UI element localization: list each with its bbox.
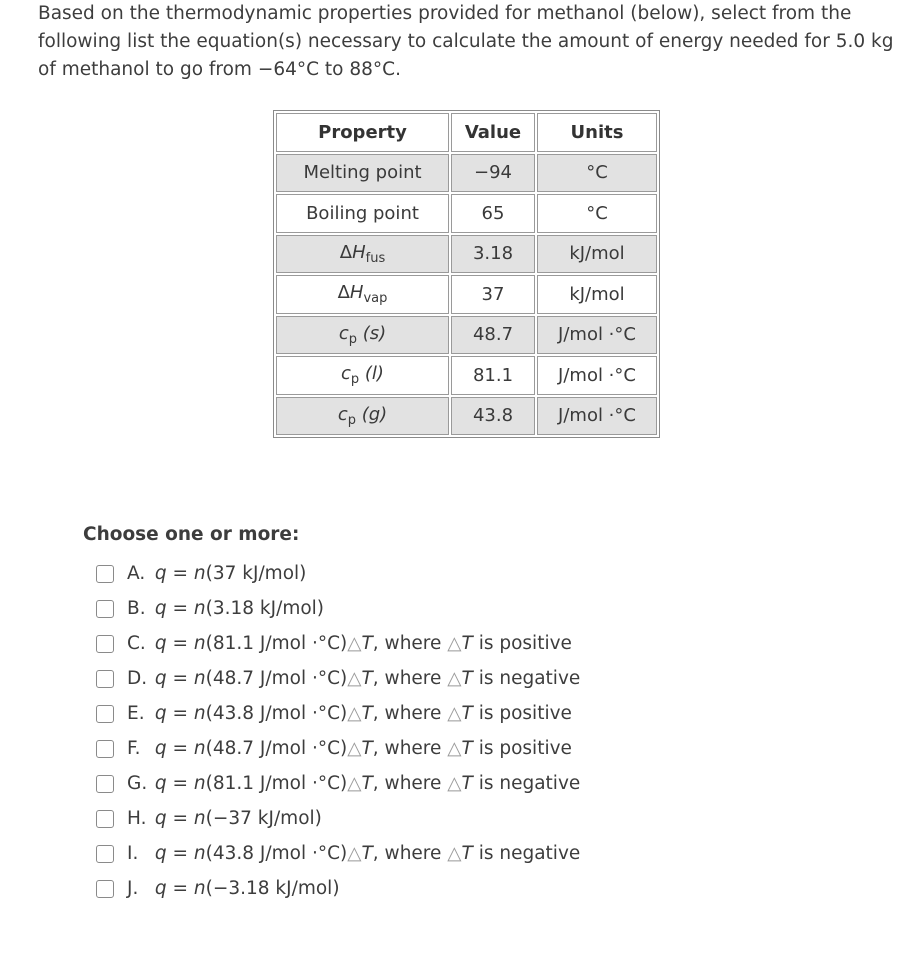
units-cell: kJ/mol (537, 235, 657, 274)
option-body: (43.8 J/mol ·°C) (205, 703, 348, 724)
property-symbol: c (338, 322, 349, 344)
delta-icon: △ (347, 738, 362, 759)
delta-icon: △ (347, 668, 362, 689)
n-symbol: n (193, 808, 206, 829)
property-label: Melting point (303, 162, 422, 184)
value-cell: 48.7 (451, 316, 535, 355)
where-text: , where (372, 633, 448, 654)
option-letter: E. (127, 703, 145, 724)
option-letter: H. (127, 808, 147, 829)
value-cell: 65 (451, 194, 535, 233)
value-cell: 43.8 (451, 397, 535, 436)
checkbox[interactable] (96, 740, 114, 758)
delta-icon: △ (347, 703, 362, 724)
sign-condition: is positive (478, 738, 572, 759)
where-text: , where (372, 703, 448, 724)
n-symbol: n (193, 563, 206, 584)
property-subscript: p (348, 331, 357, 347)
option-body: (3.18 kJ/mol) (205, 598, 325, 619)
option-label (127, 808, 322, 829)
n-symbol: n (193, 598, 206, 619)
sign-condition: is positive (478, 703, 572, 724)
checkbox[interactable] (96, 635, 114, 653)
option-label (127, 668, 580, 689)
option-label (127, 703, 572, 724)
q-symbol: q (154, 808, 167, 829)
property-symbol: ΔH (337, 282, 364, 304)
option-f[interactable] (96, 731, 580, 766)
checkbox[interactable] (96, 880, 114, 898)
units-cell: J/mol ·°C (537, 316, 657, 355)
option-i[interactable] (96, 836, 580, 871)
delta-icon: △ (347, 773, 362, 794)
units-cell: °C (537, 194, 657, 233)
equals-sign: = (166, 773, 194, 794)
option-label (127, 738, 572, 759)
header-units: Units (537, 113, 657, 152)
equals-sign: = (166, 703, 194, 724)
q-symbol: q (154, 843, 167, 864)
t-symbol: T (361, 668, 373, 689)
option-letter: F. (127, 738, 141, 759)
checkbox[interactable] (96, 565, 114, 583)
n-symbol: n (193, 633, 206, 654)
option-d[interactable] (96, 661, 580, 696)
equals-sign: = (166, 878, 194, 899)
table-row (276, 154, 657, 193)
t-symbol: T (461, 633, 473, 654)
option-j[interactable] (96, 871, 580, 906)
t-symbol: T (361, 633, 373, 654)
n-symbol: n (193, 843, 206, 864)
equals-sign: = (166, 598, 194, 619)
q-symbol: q (154, 633, 167, 654)
equals-sign: = (166, 843, 194, 864)
checkbox[interactable] (96, 775, 114, 793)
property-phase: (l) (359, 363, 384, 385)
option-c[interactable] (96, 626, 580, 661)
property-symbol: c (337, 403, 348, 425)
choose-prompt: Choose one or more: (83, 524, 300, 545)
option-body: (81.1 J/mol ·°C) (205, 773, 348, 794)
property-var: H (352, 241, 366, 263)
option-label (127, 563, 306, 584)
delta-icon: △ (447, 703, 462, 724)
table-row (276, 397, 657, 436)
t-symbol: T (461, 738, 473, 759)
property-cell (276, 316, 449, 355)
sign-condition: is negative (478, 843, 581, 864)
property-subscript: fus (365, 250, 386, 266)
option-body: (−37 kJ/mol) (205, 808, 322, 829)
option-g[interactable] (96, 766, 580, 801)
n-symbol: n (193, 738, 206, 759)
property-cell (276, 154, 449, 193)
checkbox[interactable] (96, 670, 114, 688)
property-cell (276, 194, 449, 233)
t-symbol: T (461, 843, 473, 864)
equals-sign: = (166, 808, 194, 829)
option-letter: G. (127, 773, 148, 794)
option-letter: B. (127, 598, 146, 619)
answer-options (96, 556, 580, 906)
option-a[interactable] (96, 556, 580, 591)
q-symbol: q (154, 738, 167, 759)
equals-sign: = (166, 738, 194, 759)
checkbox[interactable] (96, 845, 114, 863)
question-text: Based on the thermodynamic properties provided for methanol (below), select from the following list the equation(s) necessary to calculate the amount of energy needed for 5.0 kg of methanol to go from −64°C to 88°C. (38, 3, 894, 80)
option-body: (43.8 J/mol ·°C) (205, 843, 348, 864)
property-cell (276, 356, 449, 395)
value-cell: 81.1 (451, 356, 535, 395)
where-text: , where (372, 668, 448, 689)
property-cell (276, 235, 449, 274)
t-symbol: T (361, 843, 373, 864)
option-body: (81.1 J/mol ·°C) (205, 633, 348, 654)
table-row (276, 194, 657, 233)
q-symbol: q (154, 598, 167, 619)
property-symbol: c (341, 363, 351, 385)
t-symbol: T (361, 773, 373, 794)
delta-icon: △ (347, 633, 362, 654)
sign-condition: is negative (478, 668, 581, 689)
delta-icon: △ (347, 843, 362, 864)
delta-icon: △ (447, 773, 462, 794)
where-text: , where (372, 738, 448, 759)
header-value: Value (451, 113, 535, 152)
checkbox[interactable] (96, 600, 114, 618)
units-cell: °C (537, 154, 657, 193)
table-row (276, 275, 657, 314)
option-h[interactable] (96, 801, 580, 836)
option-label (127, 843, 580, 864)
equals-sign: = (166, 668, 194, 689)
property-phase: (g) (355, 403, 388, 425)
value-cell: −94 (451, 154, 535, 193)
property-cell (276, 397, 449, 436)
properties-table (273, 110, 660, 438)
option-body: (48.7 J/mol ·°C) (205, 738, 348, 759)
property-label: Boiling point (306, 202, 419, 224)
t-symbol: T (461, 703, 473, 724)
property-cell (276, 275, 449, 314)
t-symbol: T (461, 668, 473, 689)
equals-sign: = (166, 563, 194, 584)
equals-sign: = (166, 633, 194, 654)
property-symbol: ΔH (339, 241, 366, 263)
option-b[interactable] (96, 591, 580, 626)
table-row (276, 356, 657, 395)
units-cell: kJ/mol (537, 275, 657, 314)
option-label (127, 633, 572, 654)
property-subscript: p (350, 372, 360, 388)
property-subscript: vap (363, 291, 388, 307)
property-phase: (s) (357, 322, 387, 344)
table-row (276, 235, 657, 274)
q-symbol: q (154, 773, 167, 794)
sign-condition: is negative (478, 773, 581, 794)
property-subscript: p (347, 412, 356, 428)
where-text: , where (372, 843, 448, 864)
delta-icon: △ (447, 633, 462, 654)
property-var: H (349, 282, 364, 304)
q-symbol: q (154, 878, 167, 899)
option-body: (37 kJ/mol) (205, 563, 307, 584)
delta-icon: △ (447, 668, 462, 689)
option-label (127, 878, 340, 899)
checkbox[interactable] (96, 705, 114, 723)
n-symbol: n (193, 703, 206, 724)
n-symbol: n (193, 668, 206, 689)
n-symbol: n (193, 878, 206, 899)
q-symbol: q (154, 703, 167, 724)
value-cell: 3.18 (451, 235, 535, 274)
n-symbol: n (193, 773, 206, 794)
option-letter: A. (127, 563, 146, 584)
option-letter: C. (127, 633, 146, 654)
units-cell: J/mol ·°C (537, 397, 657, 436)
checkbox[interactable] (96, 810, 114, 828)
option-letter: I. (127, 843, 139, 864)
option-label (127, 598, 324, 619)
option-label (127, 773, 580, 794)
sign-condition: is positive (478, 633, 572, 654)
table-row (276, 316, 657, 355)
option-body: (48.7 J/mol ·°C) (205, 668, 348, 689)
where-text: , where (372, 773, 448, 794)
q-symbol: q (154, 668, 167, 689)
option-body: (−3.18 kJ/mol) (205, 878, 340, 899)
value-cell: 37 (451, 275, 535, 314)
t-symbol: T (361, 738, 373, 759)
delta-icon: △ (447, 738, 462, 759)
t-symbol: T (461, 773, 473, 794)
delta-icon: △ (447, 843, 462, 864)
option-letter: D. (127, 668, 148, 689)
t-symbol: T (361, 703, 373, 724)
units-cell: J/mol ·°C (537, 356, 657, 395)
table-header-row (276, 113, 657, 152)
option-letter: J. (127, 878, 139, 899)
q-symbol: q (154, 563, 167, 584)
option-e[interactable] (96, 696, 580, 731)
header-property: Property (276, 113, 449, 152)
